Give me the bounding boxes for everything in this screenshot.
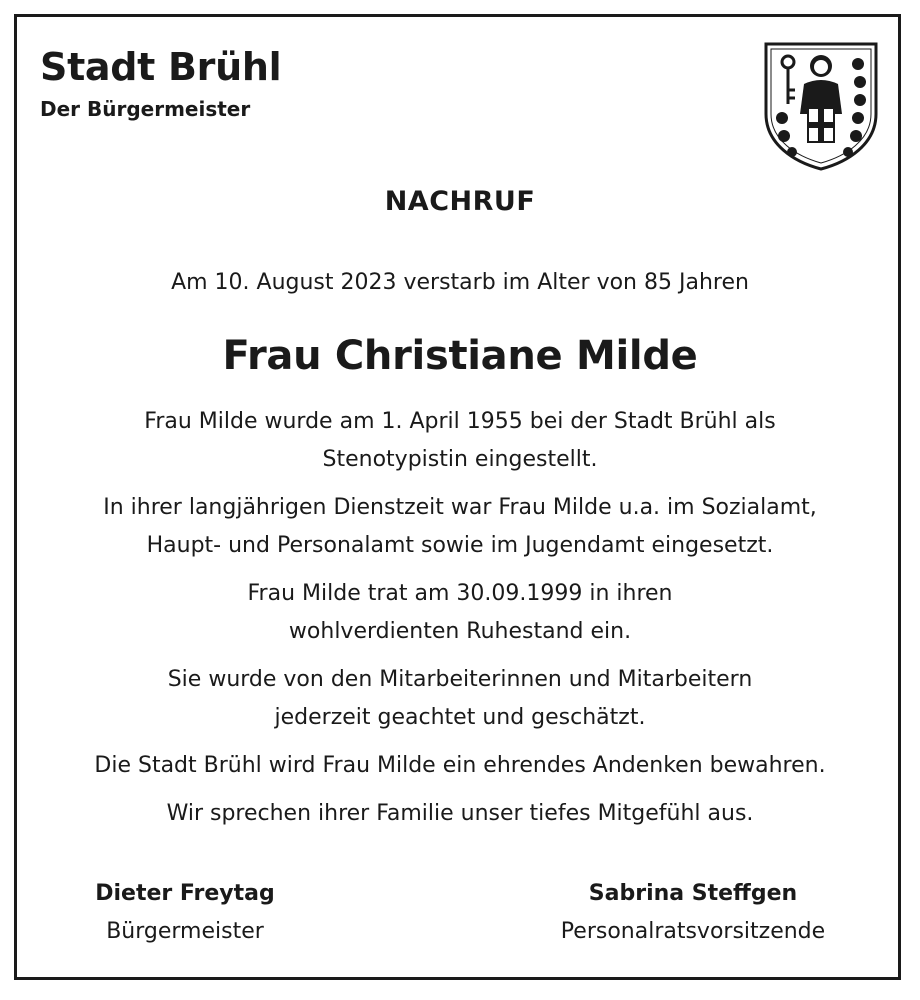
paragraph [0,489,920,565]
signatory-role: Bürgermeister [106,919,264,944]
paragraph-line: jederzeit geachtet und geschätzt. [274,705,646,730]
signature-right [520,875,866,951]
paragraph-line: Frau Milde trat am 30.09.1999 in ihren [247,581,673,606]
issuer-office: Der Bürgermeister [40,97,251,121]
paragraph [0,795,920,833]
deceased-name: Frau Christiane Milde [222,333,698,379]
paragraph [0,575,920,651]
paragraph-line: wohlverdienten Ruhestand ein. [288,619,632,644]
paragraph [0,403,920,479]
signature-left [60,875,310,951]
signatory-name: Dieter Freytag [95,881,275,906]
paragraph-line: Stenotypistin eingestellt. [322,447,598,472]
paragraph-line: Frau Milde wurde am 1. April 1955 bei der Stadt Brühl als [144,409,776,434]
signatory-name: Sabrina Steffgen [588,881,798,906]
paragraph [0,747,920,785]
notice-body [0,403,920,843]
paragraph-line: Die Stadt Brühl wird Frau Milde ein ehrendes Andenken bewahren. [94,753,826,778]
paragraph-line: In ihrer langjährigen Dienstzeit war Frau Milde u.a. im Sozialamt, [103,495,817,520]
notice-heading: NACHRUF [384,186,536,217]
paragraph [0,661,920,737]
coat-of-arms-icon [762,40,880,172]
signatory-role: Personalratsvorsitzende [560,919,826,944]
issuer-city: Stadt Brühl [40,45,282,89]
paragraph-line: Haupt- und Personalamt sowie im Jugendamt eingesetzt. [146,533,774,558]
intro-line: Am 10. August 2023 verstarb im Alter von 85 Jahren [171,270,749,295]
paragraph-line: Wir sprechen ihrer Familie unser tiefes Mitgefühl aus. [166,801,754,826]
issuer-block [40,44,281,122]
paragraph-line: Sie wurde von den Mitarbeiterinnen und Mitarbeitern [167,667,753,692]
